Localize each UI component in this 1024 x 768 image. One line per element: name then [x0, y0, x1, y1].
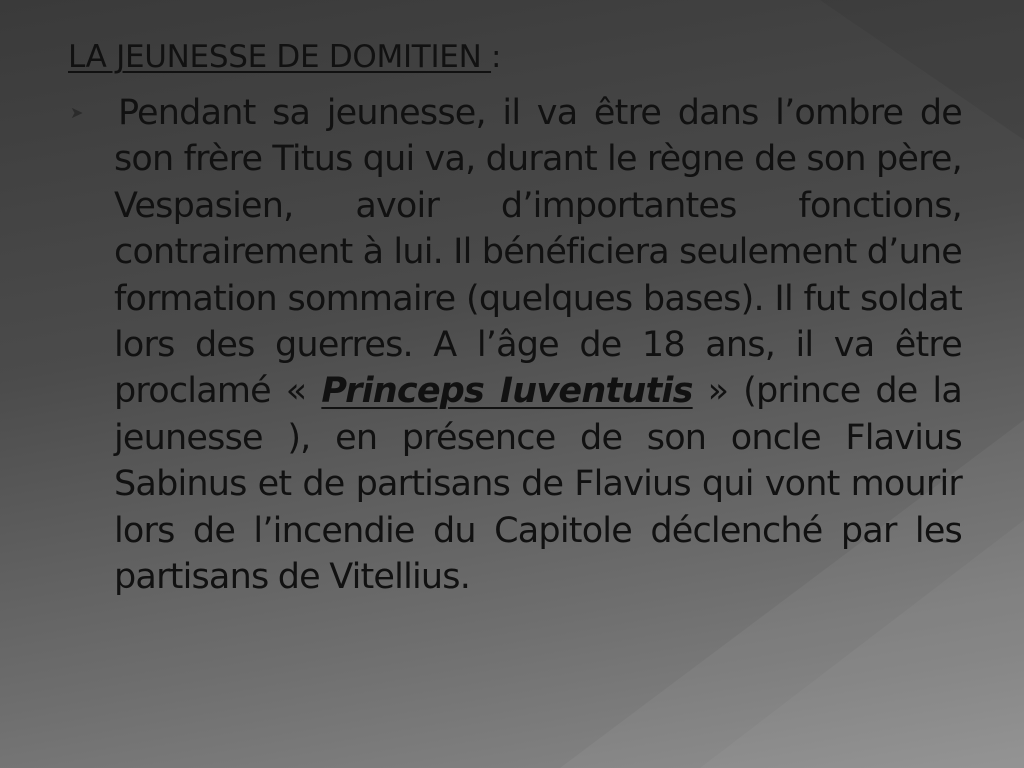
- slide-title-colon: :: [491, 39, 502, 75]
- body-text-before: Pendant sa jeunesse, il va être dans l’ombre de son frère Titus qui va, durant le règne de son père, Vespasien, avoir d’importantes fonctions, contrairement à lui. Il bénéficiera seulement d’une formation sommaire (quelques bases). Il fut soldat lors des guerres. A l’âge de 18 ans, il va être proclamé «: [114, 93, 962, 412]
- slide-body-paragraph: [114, 90, 962, 600]
- slide-title-text: LA JEUNESSE DE DOMITIEN: [68, 39, 492, 75]
- slide-title: [68, 36, 501, 78]
- chevron-right-icon: ➤: [70, 103, 84, 122]
- body-text-after: » (prince de la jeunesse ), en présence de son oncle Flavius Sabinus et de partisans de Flavius qui vont mourir lors de l’incendie du Capitole déclenché par les partisans de Vitellius.: [114, 371, 962, 598]
- emphasis-term: Princeps Iuventutis: [321, 371, 693, 412]
